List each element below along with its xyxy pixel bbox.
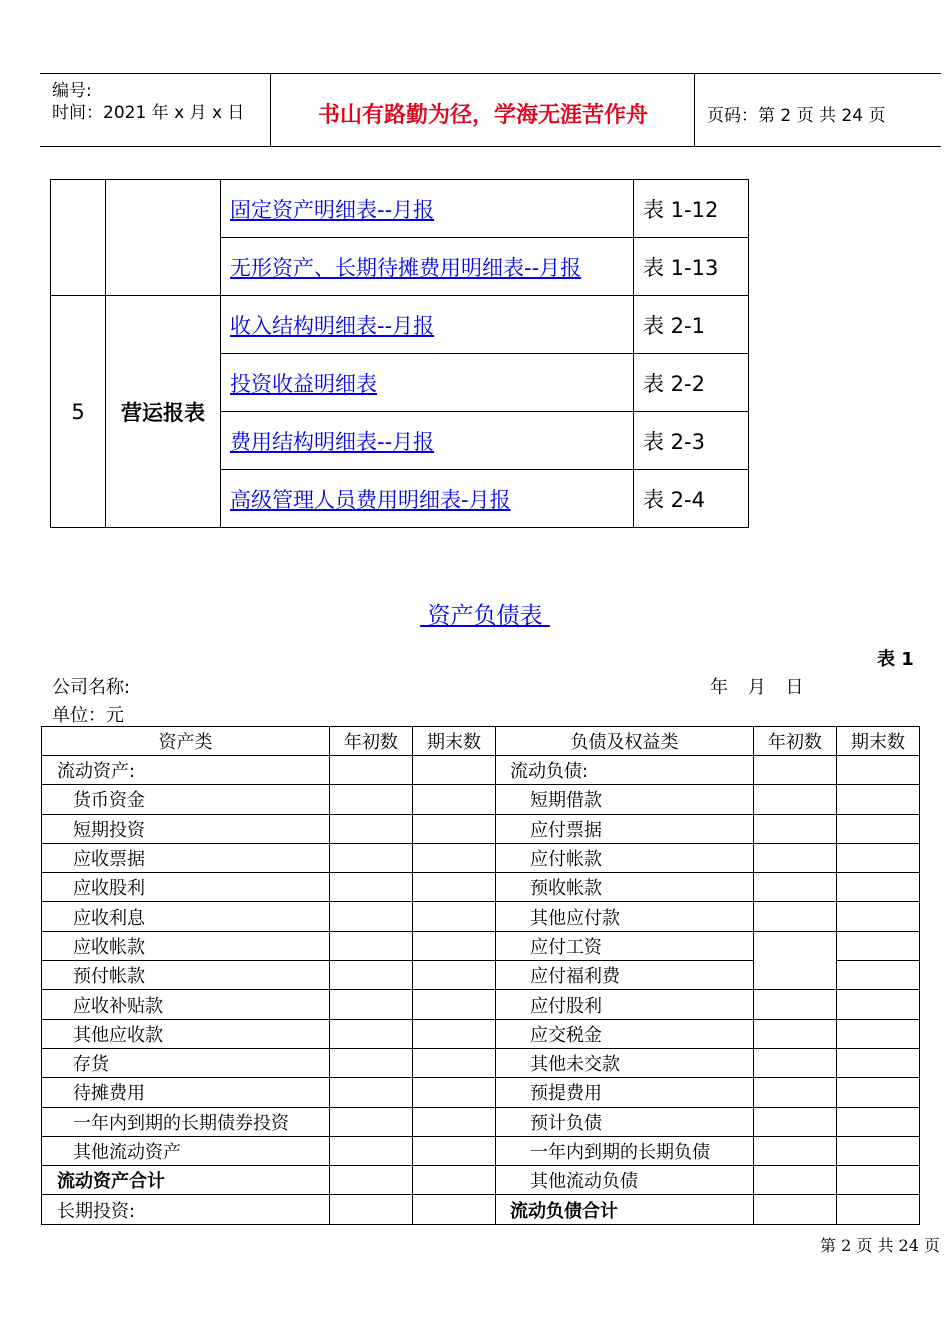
asset-closing-cell[interactable] <box>413 1136 496 1165</box>
table-row <box>42 1107 920 1136</box>
table-row <box>42 843 920 872</box>
liability-label: 预收帐款 <box>496 873 754 902</box>
asset-opening-cell[interactable] <box>330 843 413 872</box>
report-link[interactable]: 固定资产明细表--月报 <box>230 197 435 222</box>
liability-closing-cell[interactable] <box>837 931 920 960</box>
table-row <box>42 756 920 785</box>
asset-opening-cell[interactable] <box>330 931 413 960</box>
liability-opening-cell[interactable] <box>754 756 837 785</box>
asset-label: 流动资产合计 <box>42 1166 330 1195</box>
asset-label: 一年内到期的长期债券投资 <box>42 1107 330 1136</box>
table-row <box>42 814 920 843</box>
table-row <box>42 1048 920 1077</box>
asset-label: 其他流动资产 <box>42 1136 330 1165</box>
header-liabilities-closing: 期末数 <box>837 727 920 756</box>
serial-label: 编号: <box>52 81 92 101</box>
index-name-cell[interactable] <box>221 296 634 354</box>
header-page-label: 页码：第 2 页 共 24 页 <box>707 106 886 126</box>
asset-opening-cell[interactable] <box>330 961 413 990</box>
asset-opening-cell[interactable] <box>330 1136 413 1165</box>
liability-closing-cell[interactable] <box>837 990 920 1019</box>
liability-opening-cell[interactable] <box>754 1166 837 1195</box>
liability-label: 其他未交款 <box>496 1048 754 1077</box>
index-code-cell: 表 2-3 <box>634 412 749 470</box>
header-liabilities: 负债及权益类 <box>496 727 754 756</box>
header-assets-opening: 年初数 <box>330 727 413 756</box>
index-code-cell: 表 1-12 <box>634 180 749 238</box>
unit-label: 单位：元 <box>52 705 124 726</box>
index-name-cell[interactable] <box>221 238 634 296</box>
asset-label: 应收利息 <box>42 902 330 931</box>
table-row <box>51 296 749 354</box>
liability-label: 应付福利费 <box>496 961 754 990</box>
report-link[interactable]: 费用结构明细表--月报 <box>230 429 435 454</box>
table-row <box>42 1019 920 1048</box>
asset-label: 长期投资: <box>42 1195 330 1224</box>
asset-opening-cell[interactable] <box>330 756 413 785</box>
index-name-cell[interactable] <box>221 470 634 528</box>
table-row <box>42 1078 920 1107</box>
liability-label: 其他流动负债 <box>496 1166 754 1195</box>
liability-label: 一年内到期的长期负债 <box>496 1136 754 1165</box>
asset-opening-cell[interactable] <box>330 1019 413 1048</box>
liability-label: 流动负债: <box>496 756 754 785</box>
asset-closing-cell[interactable] <box>413 1107 496 1136</box>
asset-closing-cell[interactable] <box>413 1048 496 1077</box>
header-meta <box>52 80 244 124</box>
asset-closing-cell[interactable] <box>413 1195 496 1224</box>
balance-sheet-title[interactable]: 资产负债表 <box>420 603 550 629</box>
asset-opening-cell[interactable] <box>330 814 413 843</box>
table-header-row <box>42 727 920 756</box>
asset-opening-cell[interactable] <box>330 1048 413 1077</box>
asset-opening-cell[interactable] <box>330 1166 413 1195</box>
liability-closing-cell[interactable] <box>837 961 920 990</box>
asset-label: 待摊费用 <box>42 1078 330 1107</box>
asset-closing-cell[interactable] <box>413 990 496 1019</box>
asset-opening-cell[interactable] <box>330 785 413 814</box>
table-row <box>42 902 920 931</box>
asset-label: 存货 <box>42 1048 330 1077</box>
date-label: 年 月 日 <box>710 677 804 698</box>
index-name-cell[interactable] <box>221 180 634 238</box>
liability-opening-cell[interactable] <box>754 990 837 1019</box>
index-code-cell: 表 2-4 <box>634 470 749 528</box>
liability-label: 其他应付款 <box>496 902 754 931</box>
table-row <box>42 990 920 1019</box>
liability-opening-cell[interactable] <box>754 785 837 814</box>
header-motto: 书山有路勤为径，学海无涯苦作舟 <box>317 102 648 128</box>
header-liabilities-opening: 年初数 <box>754 727 837 756</box>
header-assets: 资产类 <box>42 727 330 756</box>
asset-opening-cell[interactable] <box>330 990 413 1019</box>
liability-opening-cell[interactable] <box>754 1136 837 1165</box>
asset-label: 流动资产: <box>42 756 330 785</box>
liability-opening-cell[interactable] <box>754 1195 837 1224</box>
table-row <box>51 180 749 238</box>
header-assets-closing: 期末数 <box>413 727 496 756</box>
liability-closing-cell[interactable] <box>837 1048 920 1077</box>
asset-label: 应收补贴款 <box>42 990 330 1019</box>
liability-label: 流动负债合计 <box>496 1195 754 1224</box>
liability-closing-cell[interactable] <box>837 1107 920 1136</box>
liability-label: 应付工资 <box>496 931 754 960</box>
liability-opening-cell[interactable] <box>754 1107 837 1136</box>
index-code-cell: 表 2-1 <box>634 296 749 354</box>
asset-closing-cell[interactable] <box>413 1166 496 1195</box>
index-num-cell: 5 <box>51 296 106 528</box>
index-category-cell: 营运报表 <box>106 296 221 528</box>
liability-label: 应付帐款 <box>496 843 754 872</box>
table-row <box>42 785 920 814</box>
asset-closing-cell[interactable] <box>413 1078 496 1107</box>
asset-closing-cell[interactable] <box>413 931 496 960</box>
liability-closing-cell[interactable] <box>837 902 920 931</box>
index-category-cell <box>106 180 221 296</box>
liability-label: 应付票据 <box>496 814 754 843</box>
liability-closing-cell[interactable] <box>837 814 920 843</box>
liability-label: 预提费用 <box>496 1078 754 1107</box>
table-row <box>42 931 920 960</box>
index-name-cell[interactable] <box>221 412 634 470</box>
liability-closing-cell[interactable] <box>837 756 920 785</box>
asset-closing-cell[interactable] <box>413 756 496 785</box>
liability-opening-cell[interactable] <box>754 931 837 990</box>
asset-opening-cell[interactable] <box>330 1195 413 1224</box>
index-code-cell: 表 2-2 <box>634 354 749 412</box>
liability-closing-cell[interactable] <box>837 1166 920 1195</box>
liability-opening-cell[interactable] <box>754 1048 837 1077</box>
table-row <box>42 1136 920 1165</box>
balance-sheet-table <box>41 726 920 1225</box>
liability-closing-cell[interactable] <box>837 873 920 902</box>
liability-opening-cell[interactable] <box>754 902 837 931</box>
liability-closing-cell[interactable] <box>837 1195 920 1224</box>
asset-label: 预付帐款 <box>42 961 330 990</box>
liability-opening-cell[interactable] <box>754 814 837 843</box>
asset-closing-cell[interactable] <box>413 961 496 990</box>
asset-closing-cell[interactable] <box>413 843 496 872</box>
index-code-cell: 表 1-13 <box>634 238 749 296</box>
asset-closing-cell[interactable] <box>413 1019 496 1048</box>
report-link[interactable]: 高级管理人员费用明细表-月报 <box>230 487 511 512</box>
asset-label: 其他应收款 <box>42 1019 330 1048</box>
report-index-table <box>50 179 749 528</box>
liability-opening-cell[interactable] <box>754 873 837 902</box>
asset-closing-cell[interactable] <box>413 814 496 843</box>
time-label: 时间：2021 年 x 月 x 日 <box>52 103 245 123</box>
table-row <box>42 873 920 902</box>
asset-label: 应收帐款 <box>42 931 330 960</box>
asset-label: 应收股利 <box>42 873 330 902</box>
company-label: 公司名称: <box>52 677 131 698</box>
liability-label: 预计负债 <box>496 1107 754 1136</box>
liability-closing-cell[interactable] <box>837 1019 920 1048</box>
liability-opening-cell[interactable] <box>754 843 837 872</box>
asset-label: 应收票据 <box>42 843 330 872</box>
asset-label: 短期投资 <box>42 814 330 843</box>
footer-page-label: 第 2 页 共 24 页 <box>820 1236 940 1255</box>
index-name-cell[interactable] <box>221 354 634 412</box>
asset-opening-cell[interactable] <box>330 1078 413 1107</box>
liability-label: 应交税金 <box>496 1019 754 1048</box>
asset-label: 货币资金 <box>42 785 330 814</box>
index-num-cell <box>51 180 106 296</box>
asset-closing-cell[interactable] <box>413 902 496 931</box>
liability-closing-cell[interactable] <box>837 1078 920 1107</box>
liability-closing-cell[interactable] <box>837 843 920 872</box>
report-link[interactable]: 投资收益明细表 <box>230 371 377 396</box>
liability-opening-cell[interactable] <box>754 1019 837 1048</box>
liability-opening-cell[interactable] <box>754 1078 837 1107</box>
asset-opening-cell[interactable] <box>330 873 413 902</box>
liability-label: 应付股利 <box>496 990 754 1019</box>
table-row <box>42 1166 920 1195</box>
asset-closing-cell[interactable] <box>413 785 496 814</box>
report-link[interactable]: 无形资产、长期待摊费用明细表--月报 <box>230 255 582 280</box>
asset-opening-cell[interactable] <box>330 902 413 931</box>
table-id: 表 1 <box>877 649 914 670</box>
asset-opening-cell[interactable] <box>330 1107 413 1136</box>
liability-label: 短期借款 <box>496 785 754 814</box>
asset-closing-cell[interactable] <box>413 873 496 902</box>
liability-closing-cell[interactable] <box>837 1136 920 1165</box>
liability-closing-cell[interactable] <box>837 785 920 814</box>
report-link[interactable]: 收入结构明细表--月报 <box>230 313 435 338</box>
table-row <box>42 1195 920 1224</box>
